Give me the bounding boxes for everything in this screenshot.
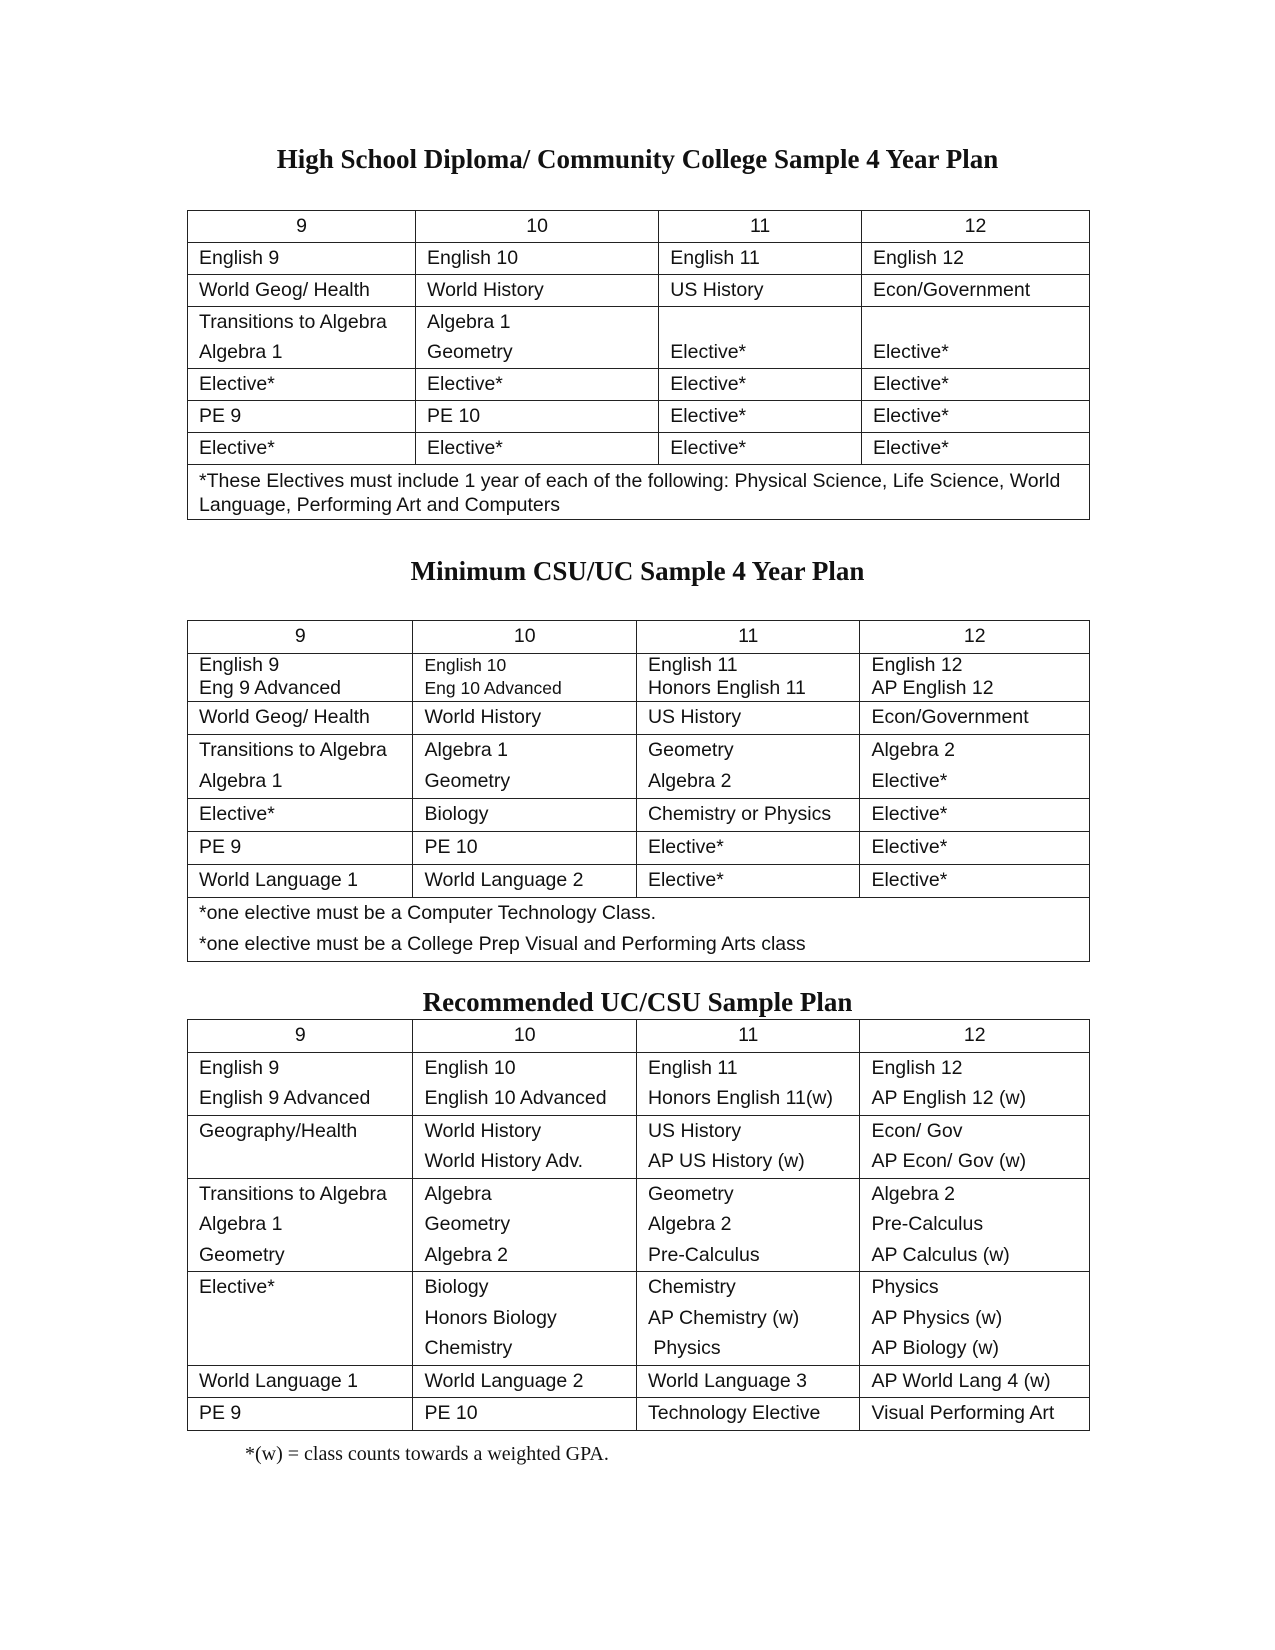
course-cell: Elective* (659, 307, 862, 369)
electives-note: *These Electives must include 1 year of each of the following: Physical Science, Life Science, World Language, Performing Art and Computers (188, 465, 1090, 520)
course-cell: English 12 (861, 243, 1089, 275)
table-row (188, 369, 1090, 401)
course-cell: Geometry Algebra 2 (636, 735, 859, 799)
table-row (188, 1365, 1090, 1398)
plan2-table (187, 620, 1090, 962)
plan1-title: High School Diploma/ Community College Sample 4 Year Plan (276, 144, 999, 174)
grade-11-header: 11 (659, 211, 862, 243)
course-cell: Elective* (860, 832, 1090, 865)
course-cell: Elective* (659, 433, 862, 465)
course-cell: World Geog/ Health (188, 702, 413, 735)
course-cell: Geometry Algebra 2 Pre-Calculus (636, 1178, 859, 1272)
course-cell: World Language 1 (188, 1365, 413, 1398)
course-cell: Geography/Health (188, 1115, 413, 1178)
course-cell: World Geog/ Health (188, 275, 416, 307)
weighted-gpa-footnote: *(w) = class counts towards a weighted GPA. (245, 1443, 609, 1465)
table-row (188, 433, 1090, 465)
course-cell: Algebra 1 Geometry (416, 307, 659, 369)
grade-12-header: 12 (861, 211, 1089, 243)
course-cell: English 10 Eng 10 Advanced (413, 654, 636, 702)
course-cell: Transitions to Algebra Algebra 1 (188, 307, 416, 369)
course-cell: English 9 Eng 9 Advanced (188, 654, 413, 702)
course-cell: Visual Performing Art (860, 1398, 1090, 1431)
grade-9-header: 9 (188, 1020, 413, 1053)
table-row (188, 799, 1090, 832)
table-row (188, 1272, 1090, 1366)
course-cell: Transitions to Algebra Algebra 1 Geometry (188, 1178, 413, 1272)
grade-9-header: 9 (188, 211, 416, 243)
course-cell: Chemistry or Physics (636, 799, 859, 832)
grade-10-header: 10 (416, 211, 659, 243)
course-cell: Elective* (636, 865, 859, 898)
course-cell: PE 9 (188, 1398, 413, 1431)
course-cell: Elective* (860, 799, 1090, 832)
grade-10-header: 10 (413, 621, 636, 654)
course-cell: Transitions to Algebra Algebra 1 (188, 735, 413, 799)
course-cell: Elective* (188, 433, 416, 465)
course-cell: Biology (413, 799, 636, 832)
course-cell: English 9 (188, 243, 416, 275)
table-row (188, 654, 1090, 702)
table-row (188, 1052, 1090, 1115)
course-cell: English 12 AP English 12 (860, 654, 1090, 702)
table-row (188, 1115, 1090, 1178)
course-cell: World History World History Adv. (413, 1115, 636, 1178)
course-cell: English 10 (416, 243, 659, 275)
course-cell: PE 9 (188, 401, 416, 433)
course-cell: Elective* (188, 799, 413, 832)
course-cell: Econ/Government (861, 275, 1089, 307)
course-cell: Elective* (659, 369, 862, 401)
course-cell: English 11 Honors English 11 (636, 654, 859, 702)
course-cell: Elective* (861, 369, 1089, 401)
table-row (188, 401, 1090, 433)
table-row (188, 243, 1090, 275)
course-cell: Econ/Government (860, 702, 1090, 735)
grade-10-header: 10 (413, 1020, 636, 1053)
electives-note: *one elective must be a Computer Technology Class. *one elective must be a College Prep Visual and Performing Arts class (188, 898, 1090, 962)
course-cell: PE 9 (188, 832, 413, 865)
course-cell: English 9 English 9 Advanced (188, 1052, 413, 1115)
grade-12-header: 12 (860, 621, 1090, 654)
course-cell: US History (636, 702, 859, 735)
grade-9-header: 9 (188, 621, 413, 654)
course-cell: PE 10 (413, 1398, 636, 1431)
plan3-title: Recommended UC/CSU Sample Plan (422, 987, 853, 1017)
course-cell: Elective* (861, 433, 1089, 465)
course-cell: Elective* (188, 1272, 413, 1366)
course-cell: World Language 3 (636, 1365, 859, 1398)
table-row (188, 832, 1090, 865)
grade-11-header: 11 (636, 621, 859, 654)
course-cell: Algebra 2 Pre-Calculus AP Calculus (w) (860, 1178, 1090, 1272)
course-cell: Algebra 1 Geometry (413, 735, 636, 799)
plan1-table (187, 210, 1090, 520)
course-cell: Econ/ Gov AP Econ/ Gov (w) (860, 1115, 1090, 1178)
course-cell: Algebra 2 Elective* (860, 735, 1090, 799)
header-row (188, 1020, 1090, 1053)
course-cell: Elective* (636, 832, 859, 865)
grade-11-header: 11 (636, 1020, 859, 1053)
course-cell: World History (416, 275, 659, 307)
course-cell: World Language 2 (413, 865, 636, 898)
table-row (188, 1178, 1090, 1272)
table-row (188, 275, 1090, 307)
course-cell: Elective* (188, 369, 416, 401)
course-cell: Elective* (416, 369, 659, 401)
course-cell: AP World Lang 4 (w) (860, 1365, 1090, 1398)
course-cell: Chemistry AP Chemistry (w) Physics (636, 1272, 859, 1366)
course-cell: US History (659, 275, 862, 307)
course-cell: Elective* (860, 865, 1090, 898)
course-cell: English 11 Honors English 11(w) (636, 1052, 859, 1115)
course-cell: World Language 1 (188, 865, 413, 898)
course-cell: Physics AP Physics (w) AP Biology (w) (860, 1272, 1090, 1366)
course-cell: World History (413, 702, 636, 735)
course-cell: English 12 AP English 12 (w) (860, 1052, 1090, 1115)
course-cell: Biology Honors Biology Chemistry (413, 1272, 636, 1366)
course-cell: PE 10 (416, 401, 659, 433)
course-cell: Technology Elective (636, 1398, 859, 1431)
grade-12-header: 12 (860, 1020, 1090, 1053)
header-row (188, 211, 1090, 243)
table-row (188, 735, 1090, 799)
table-row (188, 702, 1090, 735)
course-cell: PE 10 (413, 832, 636, 865)
course-cell: Elective* (861, 401, 1089, 433)
header-row (188, 621, 1090, 654)
note-row (188, 898, 1090, 962)
course-cell: US History AP US History (w) (636, 1115, 859, 1178)
course-cell: Elective* (416, 433, 659, 465)
course-cell: World Language 2 (413, 1365, 636, 1398)
table-row (188, 307, 1090, 369)
table-row (188, 865, 1090, 898)
plan3-table (187, 1019, 1090, 1431)
course-cell: English 10 English 10 Advanced (413, 1052, 636, 1115)
course-cell: English 11 (659, 243, 862, 275)
table-row (188, 1398, 1090, 1431)
note-row (188, 465, 1090, 520)
plan2-title: Minimum CSU/UC Sample 4 Year Plan (410, 556, 865, 586)
course-cell: Algebra Geometry Algebra 2 (413, 1178, 636, 1272)
course-cell: Elective* (659, 401, 862, 433)
course-cell: Elective* (861, 307, 1089, 369)
